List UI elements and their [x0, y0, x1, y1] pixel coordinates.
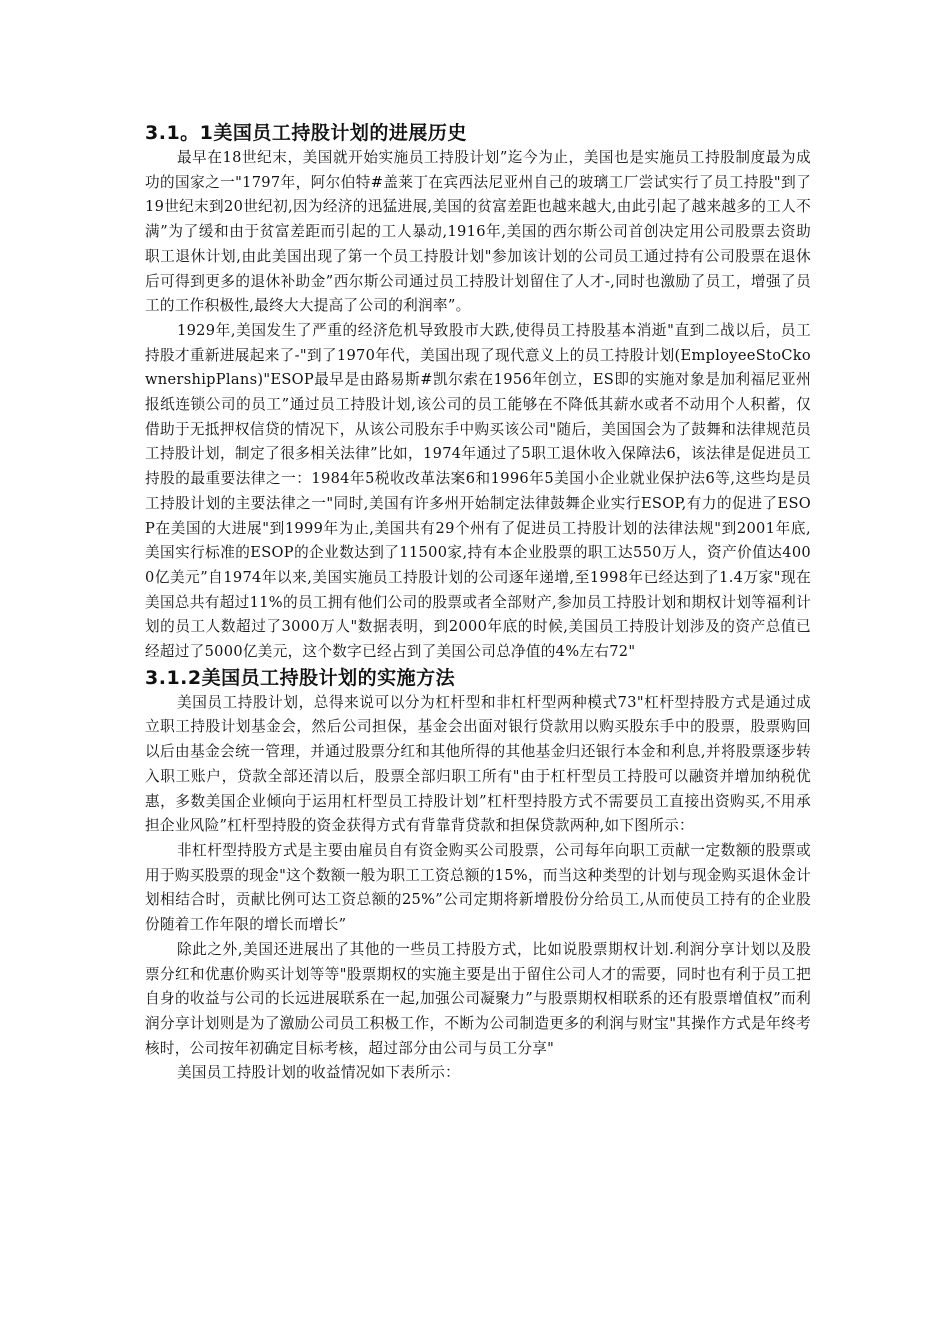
paragraph-other-methods: 除此之外,美国还进展出了其他的一些员工持股方式，比如说股票期权计划.利润分享计划以及股票分红和优惠价购买计划等等"股票期权的实施主要是出于留住公司人才的需要，同时也有利于员工把自身的收益与公司的长远进展联系在一起,加强公司凝聚力”与股票期权相联系的还有股票增值权”而利润分享计划则是为了激励公司员工积极工作，不断为公司制造更多的利润与财宝"其操作方式是年终考核时，公司按年初确定目标考核，超过部分由公司与员工分享" — [145, 940, 811, 1057]
document-page — [145, 120, 811, 1086]
paragraph-history-origins: 最早在18世纪末，美国就开始实施员工持股计划”迄今为止，美国也是实施员工持股制度最为成功的国家之一"1797年，阿尔伯特#盖莱丁在宾西法尼亚州自己的玻璃工厂尝试实行了员工持股"到了19世纪末到20世纪初,因为经济的迅猛进展,美国的贫富差距也越来越大,由此引起了越来越多的工人不满”为了缓和由于贫富差距而引起的工人暴动,1916年,美国的西尔斯公司首创决定用公司股票去资助职工退休计划,由此美国出现了第一个员工持股计划"参加该计划的公司员工通过持有公司股票在退休后可得到更多的退休补助金”西尔斯公司通过员工持股计划留住了人才-,同时也激励了员工，增强了员工的工作积极性,最终大大提高了公司的利润率”。 — [145, 149, 811, 315]
paragraph-history-modern-esop: 1929年,美国发生了严重的经济危机导致股市大跌,使得员工持股基本消逝"直到二战以后，员工持股才重新进展起来了-"到了1970年代，美国出现了现代意义上的员工持股计划(EmployeeStoCkownershipPlans)"ESOP最早是由路易斯#凯尔索在1956年创立，ES即的实施对象是加利福尼亚州报纸连锁公司的员工”通过员工持股计划,该公司的员工能够在不降低其薪水或者不动用个人积蓄，仅借助于无抵押权信贷的情况下，从该公司股东手中购买该公司"随后，美国国会为了鼓舞和法律规范员工持股计划，制定了很多相关法律”比如，1974年通过了5职工退休收入保障法6，该法律是促进员工持股的最重要法律之一：1984年5税收改革法案6和1996年5美国小企业就业保护法6等,这些均是员工持股计划的主要法律之一"同时,美国有许多州开始制定法律鼓舞企业实行ESOP,有力的促进了ESOP在美国的大进展"到1999年为止,美国共有29个州有了促进员工持股计划的法律法规"到2001年底,美国实行标准的ESOP的企业数达到了11500家,持有本企业股票的职工达550万人，资产价值达4000亿美元”自1974年以来,美国实施员工持股计划的公司逐年递增,至1998年已经达到了1.4万家"现在美国总共有超过11%的员工拥有他们公司的股票或者全部财产,参加员工持股计划和期权计划等福利计划的员工人数超过了3000万人"数据表明，到2000年底的时候,美国员工持股计划涉及的资产总值已经超过了5000亿美元，这个数字已经占到了美国公司总净值的4%左右72" — [145, 321, 811, 661]
section-heading-methods: 3.1.2美国员工持股计划的实施方法 — [145, 666, 456, 689]
paragraph-table-intro: 美国员工持股计划的收益情况如下表所示： — [177, 1064, 460, 1082]
paragraph-leveraged-esop: 美国员工持股计划，总得来说可以分为杠杆型和非杠杆型两种模式73"杠杆型持股方式是通过成立职工持股计划基金会，然后公司担保，基金会出面对银行贷款用以购买股东手中的股票，股票购回以后由基金会统一管理，并通过股票分红和其他所得的其他基金归还银行本金和利息,并将股票逐步转入职工账户，贷款全部还清以后，股票全部归职工所有"由于杠杆型员工持股可以融资并增加纳税优惠，多数美国企业倾向于运用杠杆型员工持股计划”杠杆型持股方式不需要员工直接出资购买,不用承担企业风险”杠杆型持股的资金获得方式有背靠背贷款和担保贷款两种,如下图所示： — [145, 693, 811, 835]
paragraph-non-leveraged-esop: 非杠杆型持股方式是主要由雇员自有资金购买公司股票，公司每年向职工贡献一定数额的股票或用于购买股票的现金"这个数额一般为职工工资总额的15%，而当这种类型的计划与现金购买退休金计划相结合时，贡献比例可达工资总额的25%”公司定期将新增股份分给员工,从而使员工持有的企业股份随着工作年限的增长而增长” — [145, 841, 811, 934]
section-heading-history: 3.1。1美国员工持股计划的进展历史 — [145, 122, 467, 144]
